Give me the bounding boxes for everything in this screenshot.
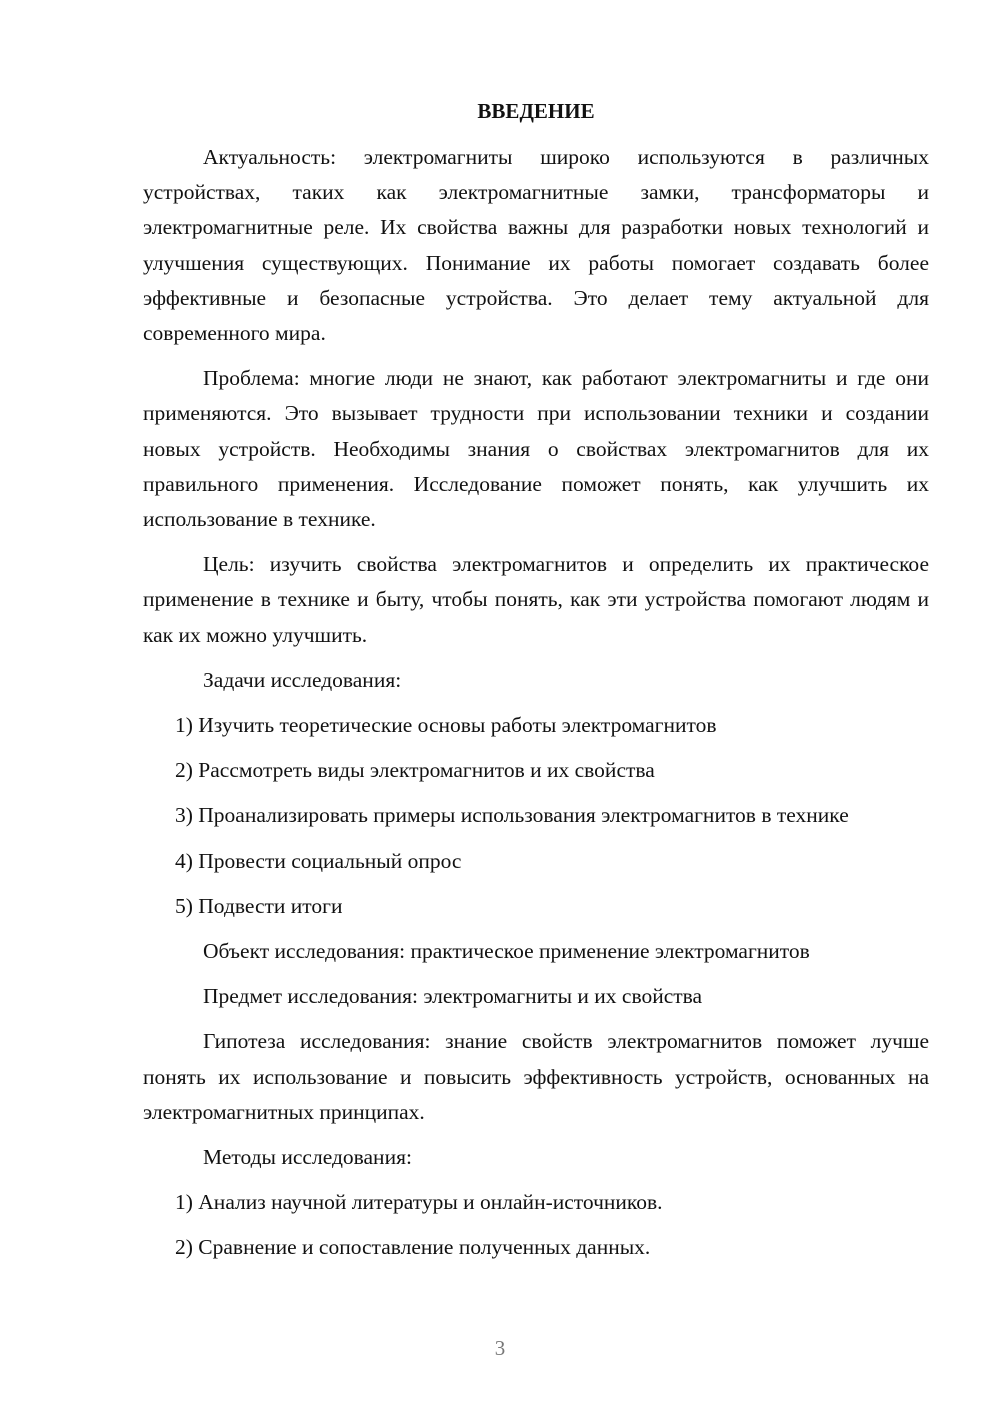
task-item: 2) Рассмотреть виды электромагнитов и их свойства: [175, 758, 655, 783]
methods-heading: Методы исследования:: [203, 1145, 412, 1170]
document-page: [143, 94, 929, 1276]
tasks-heading: Задачи исследования:: [203, 667, 402, 692]
page-number: 3: [494, 1336, 506, 1360]
object-line: Объект исследования: практическое применение электромагнитов: [203, 939, 810, 964]
task-item: 4) Провести социальный опрос: [175, 848, 462, 873]
method-item: 1) Анализ научной литературы и онлайн-источников.: [175, 1190, 663, 1215]
goal-paragraph: Цель: изучить свойства электромагнитов и определить их практическое применение в технике и быту, чтобы понять, как эти устройства помогают людям и как их можно улучшить.: [143, 552, 929, 647]
task-item: 3) Проанализировать примеры использования электромагнитов в технике: [175, 803, 849, 828]
subject-line: Предмет исследования: электромагниты и их свойства: [203, 984, 703, 1009]
hypothesis-paragraph: Гипотеза исследования: знание свойств электромагнитов поможет лучше понять их использование и повысить эффективность устройств, основанных на электромагнитных принципах.: [143, 1029, 929, 1124]
relevance-paragraph: Актуальность: электромагниты широко используются в различных устройствах, таких как электромагнитные замки, трансформаторы и электромагнитные реле. Их свойства важны для разработки новых технологий и улучшения существующих. Понимание их работы помогает создавать более эффективные и безопасные устройства. Это делает тему актуальной для современного мира.: [143, 145, 929, 346]
problem-paragraph: Проблема: многие люди не знают, как работают электромагниты и где они применяются. Это вызывает трудности при использовании техники и создании новых устройств. Необходимы знания о свойствах электромагнитов для их правильного применения. Исследование поможет понять, как улучшить их использование в технике.: [143, 366, 929, 532]
section-title: ВВЕДЕНИЕ: [477, 99, 595, 123]
task-item: 1) Изучить теоретические основы работы электромагнитов: [175, 713, 717, 738]
task-item: 5) Подвести итоги: [175, 893, 343, 918]
method-item: 2) Сравнение и сопоставление полученных данных.: [175, 1235, 651, 1260]
